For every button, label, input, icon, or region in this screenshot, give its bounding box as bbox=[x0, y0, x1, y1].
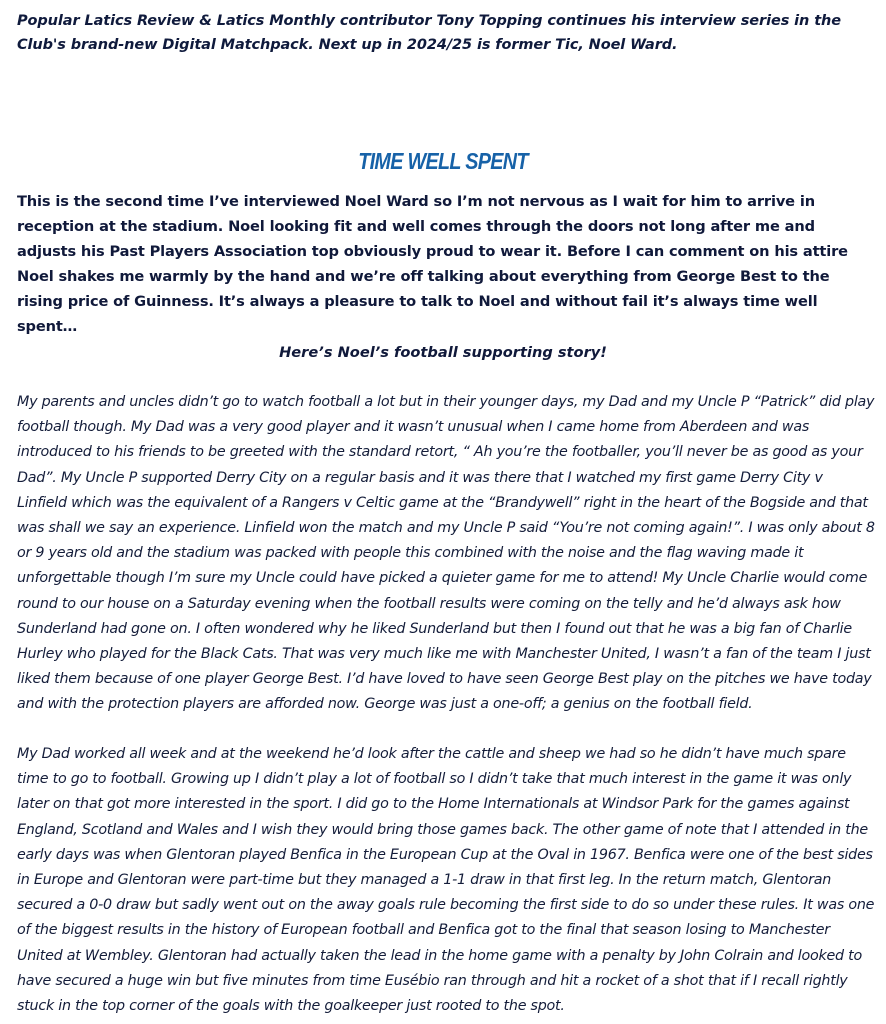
article-lead-paragraph: This is the second time I’ve interviewed Noel Ward so I’m not nervous as I wait for him to arrive in reception at the stadium. Noel looking fit and well comes through the doors not long after me and adjusts his Past Players Association top obviously proud to wear it. Before I can comment on his attire Noel shakes me warmly by the hand and we’re off talking about everything from George Best to the rising price of Guinness. It’s always a pleasure to talk to Noel and without fail it’s always time well spent… bbox=[17, 193, 848, 335]
story-paragraph-2: My Dad worked all week and at the weekend he’d look after the cattle and sheep we had so he didn’t have much spare time to go to football. Growing up I didn’t play a lot of football so I didn’t take that much interest in the game it was only later on that got more interested in the sport. I did go to the Home Internationals at Windsor Park for the games against England, Scotland and Wales and I wish they would bring those games back. The other game of note that I attended in the early days was when Glentoran played Benfica in the European Cup at the Oval in 1967. Benfica were one of the best sides in Europe and Glentoran were part-time but they managed a 1-1 draw in that first leg. In the return match, Glentoran secured a 0-0 draw but sadly went out on the away goals rule becoming the first side to do so under these rules. It was one of the biggest results in the history of European football and Benfica got to the final that season losing to Manchester United at Wembley. Glentoran had actually taken the lead in the home game with a penalty by John Colrain and looked to have secured a huge win but five minutes from time Eusébio ran through and hit a rocket of a shot that if I recall rightly stuck in the top corner of the goals with the goalkeeper just rooted to the spot. bbox=[17, 746, 875, 1015]
article-subheading: Here’s Noel’s football supporting story! bbox=[279, 344, 607, 361]
article-intro: Popular Latics Review & Latics Monthly contributor Tony Topping continues his interview series in the Club's brand-new Digital Matchpack. Next up in 2024/25 is former Tic, Noel Ward. bbox=[17, 13, 841, 53]
article-headline: TIME WELL SPENT bbox=[358, 148, 528, 174]
story-paragraph-1: My parents and uncles didn’t go to watch football a lot but in their younger days, my Dad and my Uncle P “Patrick” did play football though. My Dad was a very good player and it wasn’t unusual when I came home from Aberdeen and was introduced to his friends to be greeted with the standard retort, “ Ah you’re the footballer, you’ll never be as good as your Dad”. My Uncle P supported Derry City on a regular basis and it was there that I watched my first game Derry City v Linfield which was the equivalent of a Rangers v Celtic game at the “Brandywell” right in the heart of the Bogside and that was shall we say an experience. Linfield won the match and my Uncle P said “You’re not coming again!”. I was only about 8 or 9 years old and the stadium was packed with people this combined with the noise and the flag waving made it unforgettable though I’m sure my Uncle could have picked a quieter game for me to attend! My Uncle Charlie would come round to our house on a Saturday evening when the football results were coming on the telly and he’d always ask how Sunderland had gone on. I often wondered why he liked Sunderland but then I found out that he was a big fan of Charlie Hurley who played for the Black Cats. That was very much like me with Manchester United, I wasn’t a fan of the team I just liked them because of one player George Best. I’d have loved to have seen George Best play on the pitches we have today and with the protection players are afforded now. George was just a one-off; a genius on the football field. bbox=[17, 394, 875, 713]
